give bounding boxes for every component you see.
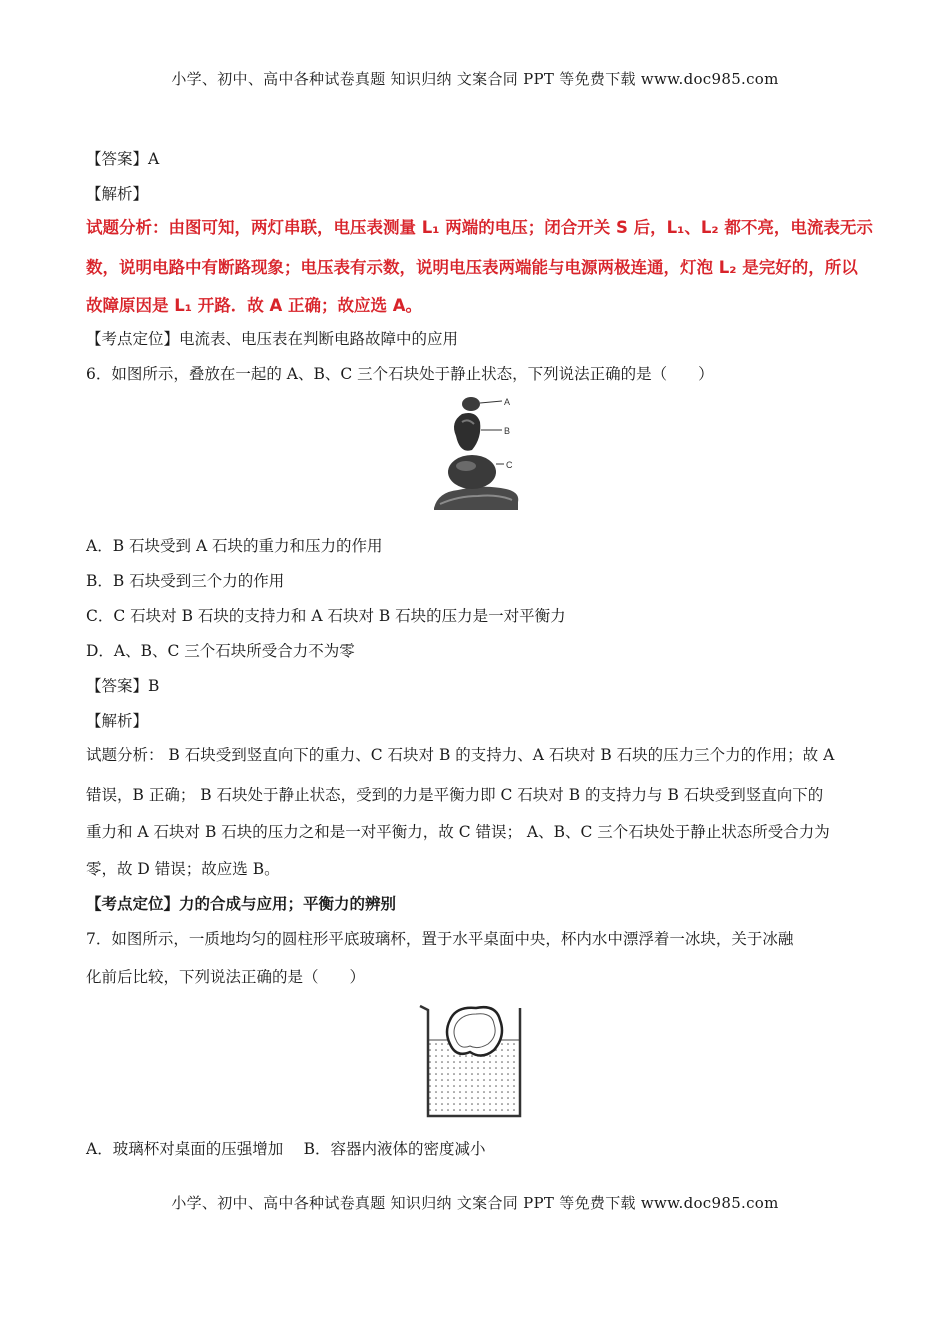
q6-point: 【考点定位】力的合成与应用；平衡力的辨别 (86, 894, 397, 913)
q5-analysis-line-2: 数，说明电路中有断路现象；电压表有示数，说明电压表两端能与电源两极连通，灯泡 L₂ 是完好的，所以 (86, 258, 858, 277)
q6-analysis-label: 【解析】 (86, 712, 149, 730)
q5-analysis-line-1: 试题分析：由图可知，两灯串联，电压表测量 L₁ 两端的电压；闭合开关 S 后，L₁、L₂ 都不亮，电流表无示 (86, 218, 873, 237)
page-header: 小学、初中、高中各种试卷真题 知识归纳 文案合同 PPT 等免费下载 www.doc985.com (171, 70, 779, 88)
q5-analysis-label: 【解析】 (86, 185, 149, 203)
stacked-stones-figure (428, 392, 528, 514)
q7-stem-line-1: 7．如图所示，一质地均匀的圆柱形平底玻璃杯，置于水平桌面中央，杯内水中漂浮着一冰块，关于冰融 (86, 930, 794, 948)
q7-options: A．玻璃杯对桌面的压强增加 B．容器内液体的密度减小 (86, 1140, 486, 1158)
q6-analysis-line-1: 试题分析： B 石块受到竖直向下的重力、C 石块对 B 的支持力、A 石块对 B 石块的压力三个力的作用；故 A (86, 746, 835, 764)
q7-stem-line-2: 化前后比较，下列说法正确的是（ ） (86, 968, 366, 986)
page-footer: 小学、初中、高中各种试卷真题 知识归纳 文案合同 PPT 等免费下载 www.doc985.com (171, 1194, 779, 1212)
q6-answer: 【答案】B (86, 677, 160, 695)
q6-option-a: A．B 石块受到 A 石块的重力和压力的作用 (86, 537, 383, 555)
q5-point: 【考点定位】电流表、电压表在判断电路故障中的应用 (86, 330, 459, 348)
q6-analysis-line-3: 重力和 A 石块对 B 石块的压力之和是一对平衡力，故 C 错误； A、B、C 三个石块处于静止状态所受合力为 (86, 823, 830, 841)
glass-ice-figure (416, 1000, 534, 1122)
q6-stem: 6．如图所示，叠放在一起的 A、B、C 三个石块处于静止状态，下列说法正确的是（ ） (86, 365, 714, 383)
q6-analysis-line-4: 零，故 D 错误；故应选 B。 (86, 860, 280, 878)
q6-option-b: B．B 石块受到三个力的作用 (86, 572, 285, 590)
q5-analysis-line-3: 故障原因是 L₁ 开路．故 A 正确；故应选 A。 (86, 296, 423, 315)
q5-answer: 【答案】A (86, 150, 160, 168)
figure-label-c: C (506, 460, 513, 470)
figure-label-b: B (504, 426, 511, 436)
figure-label-a: A (504, 397, 511, 407)
q6-option-d: D．A、B、C 三个石块所受合力不为零 (86, 642, 355, 660)
q6-analysis-line-2: 错误，B 正确； B 石块处于静止状态，受到的力是平衡力即 C 石块对 B 的支持力与 B 石块受到竖直向下的 (86, 786, 824, 804)
q6-option-c: C．C 石块对 B 石块的支持力和 A 石块对 B 石块的压力是一对平衡力 (86, 607, 566, 625)
